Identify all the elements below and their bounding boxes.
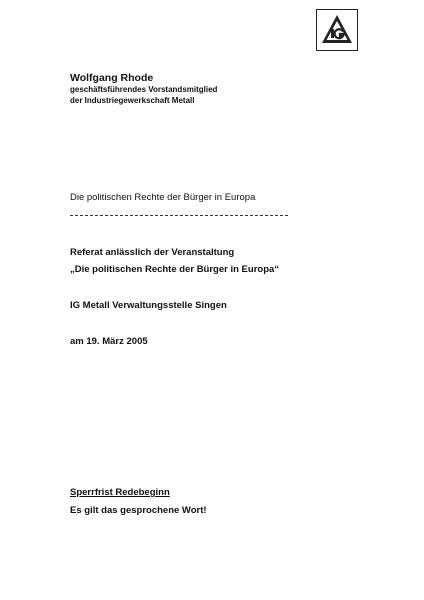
venue: IG Metall Verwaltungsstelle Singen (70, 300, 227, 311)
document-title: Die politischen Rechte der Bürger in Europa (70, 192, 256, 203)
title-dashed-rule (70, 215, 288, 216)
ig-metall-logo-graphic (319, 12, 355, 48)
event-date: am 19. März 2005 (70, 336, 148, 347)
talk-event-name: „Die politischen Rechte der Bürger in Europa“ (70, 264, 280, 275)
ig-metall-logo-icon (316, 9, 358, 51)
author-role-line-1: geschäftsführendes Vorstandsmitglied (70, 85, 218, 94)
author-name: Wolfgang Rhode (70, 72, 154, 84)
author-role-line-2: der Industriegewerkschaft Metall (70, 96, 195, 105)
spoken-word-notice: Es gilt das gesprochene Wort! (70, 505, 207, 516)
embargo-notice: Sperrfrist Redebeginn (70, 487, 170, 498)
talk-intro-line: Referat anlässlich der Veranstaltung (70, 247, 235, 258)
